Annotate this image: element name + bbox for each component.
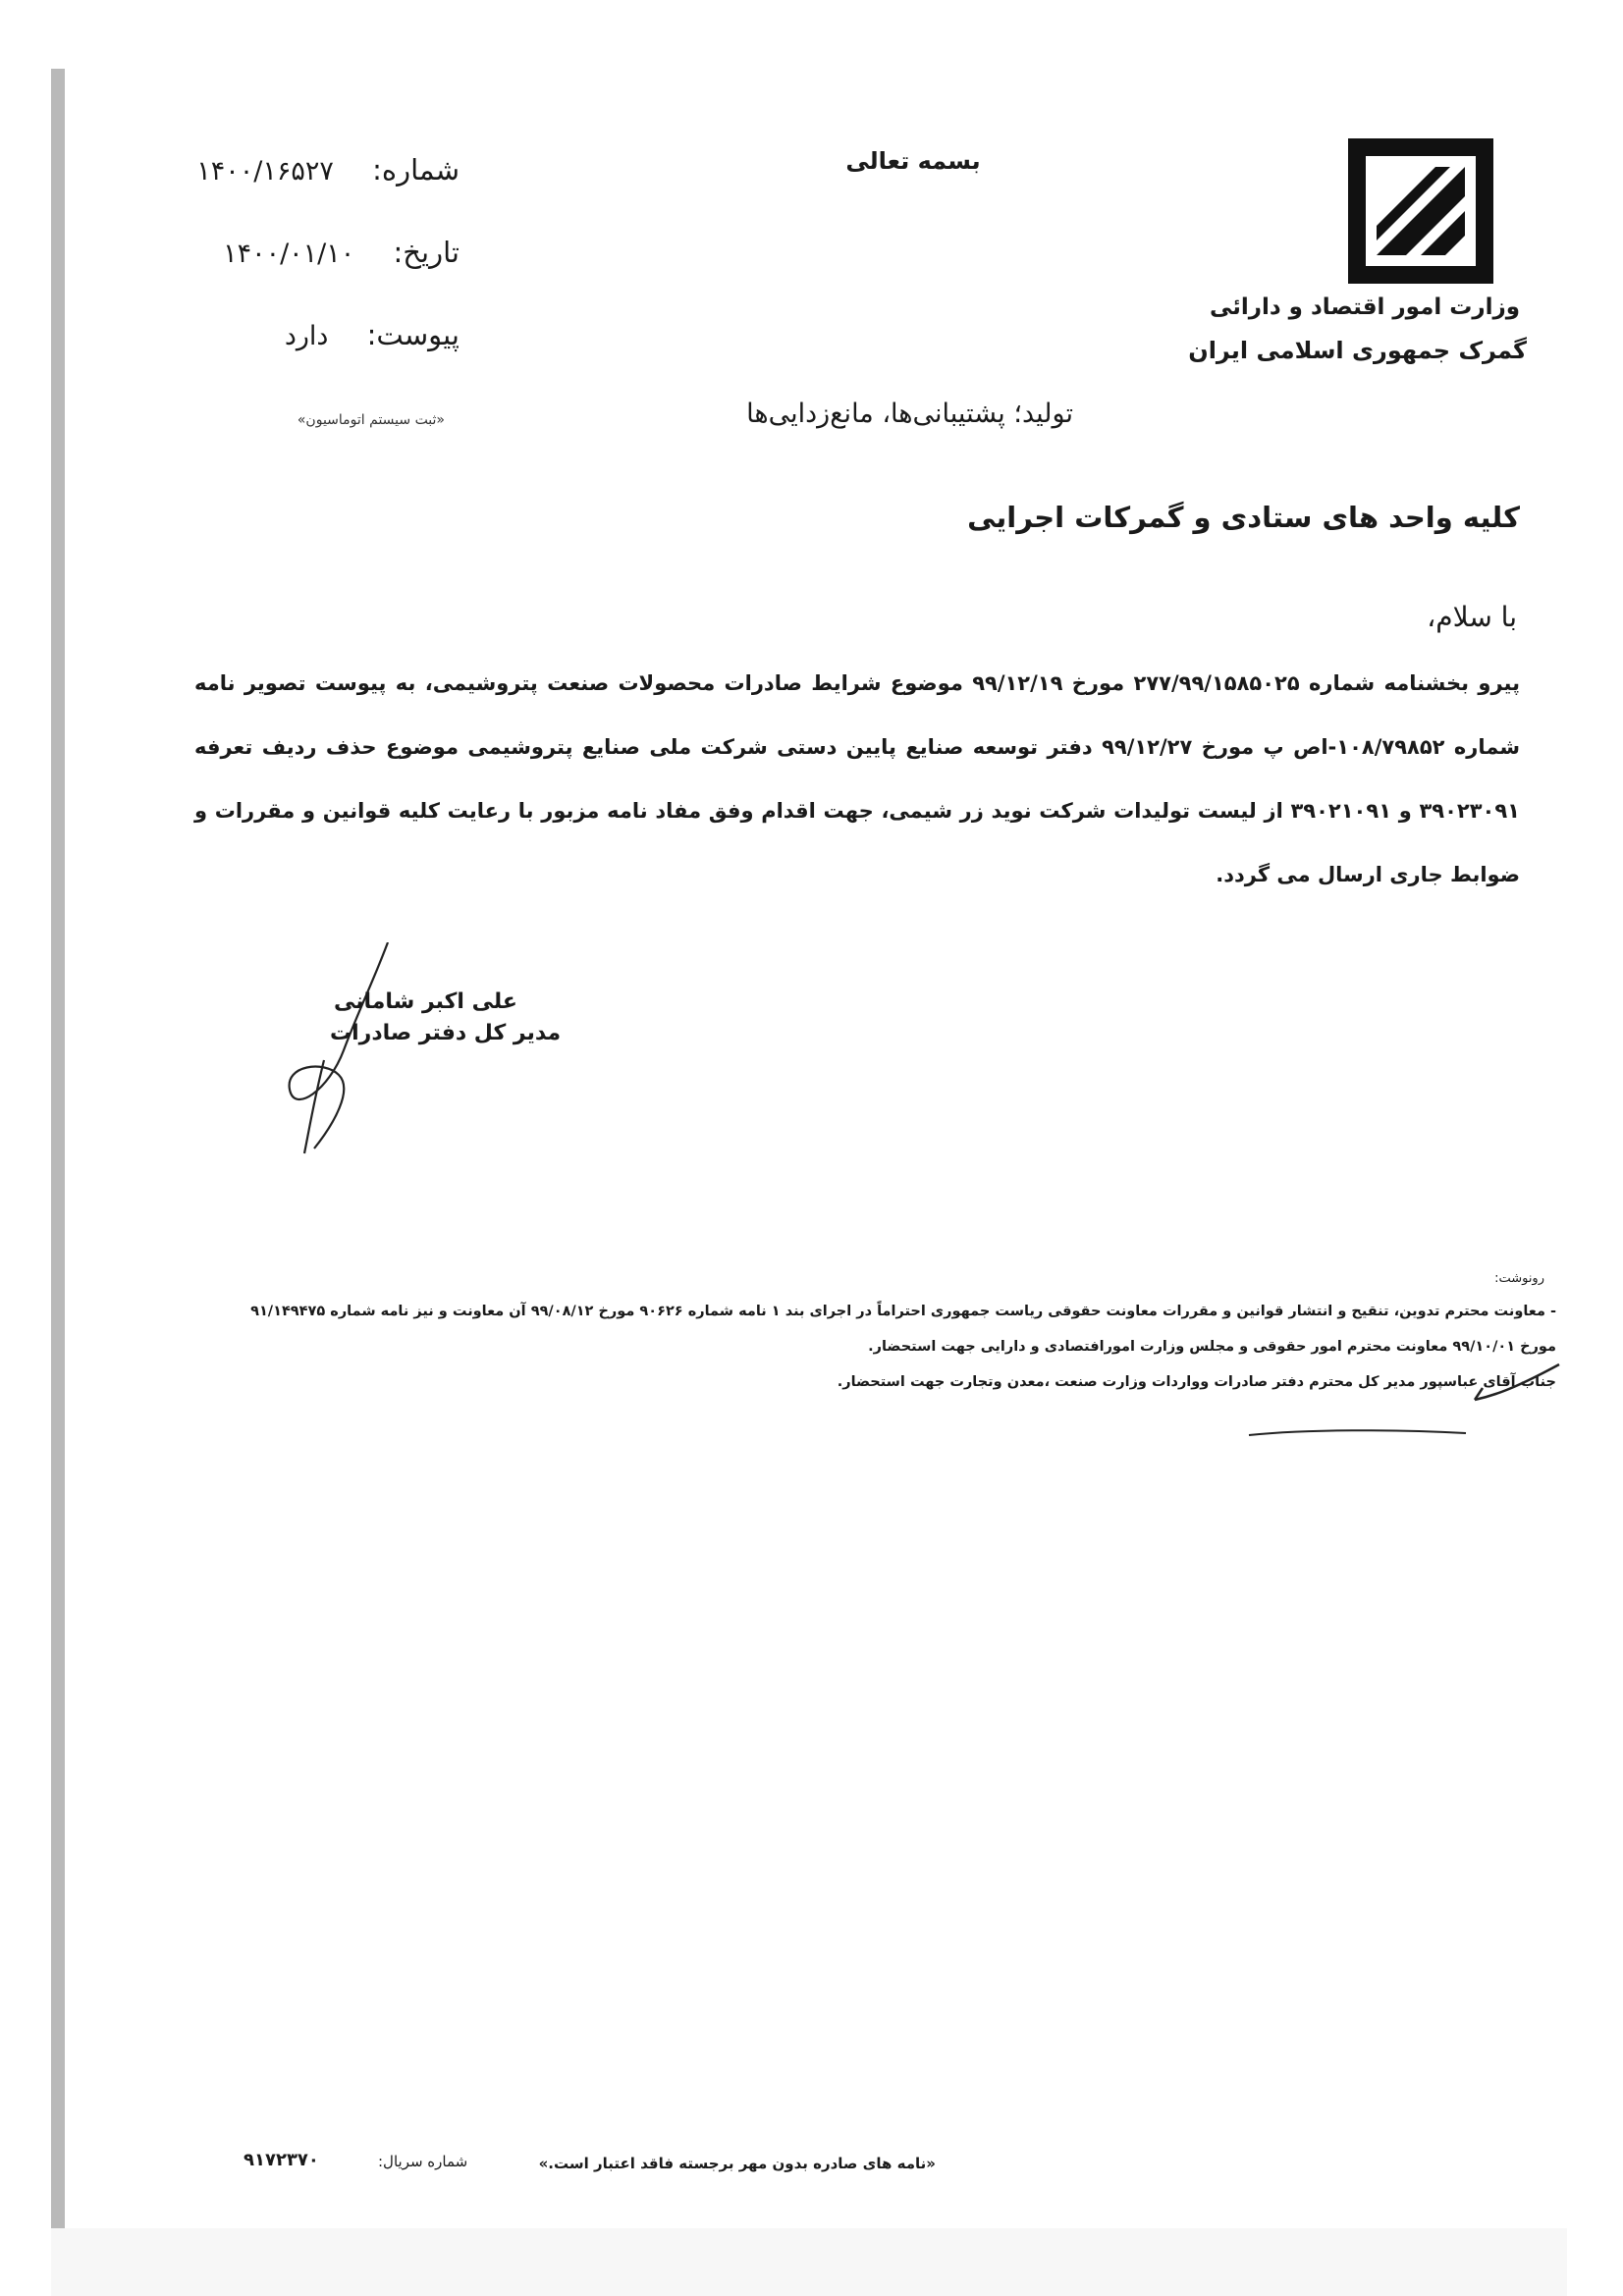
check-mark-icon	[1473, 1361, 1561, 1406]
attachment-value: دارد	[284, 321, 329, 351]
scan-bottom-margin	[51, 2228, 1567, 2296]
bismillah-heading: بسمه تعالی	[845, 147, 981, 175]
letter-subject: تولید؛ پشتیبانی‌ها، مانع‌زدایی‌ها	[746, 399, 1073, 429]
number-label: شماره:	[372, 153, 460, 187]
footer-validity-note: «نامه های صادره بدون مهر برجسته فاقد اعتبار است.»	[538, 2155, 936, 2172]
serial-number-value: ۹۱۷۲۳۷۰	[243, 2150, 319, 2170]
cc-line: جناب آقای عباسپور مدیر کل محترم دفتر صادرات وواردات وزارت صنعت ،معدن وتجارت جهت استحضار.	[837, 1374, 1556, 1390]
salutation: با سلام،	[1427, 601, 1517, 633]
serial-number-label: شماره سریال:	[378, 2153, 468, 2170]
ministry-name: وزارت امور اقتصاد و دارائی	[1209, 294, 1520, 320]
letter-date-row	[223, 236, 460, 269]
signer-title: مدیر کل دفتر صادرات	[330, 1021, 562, 1045]
cc-title: رونوشت:	[1494, 1271, 1544, 1286]
cc-line: مورخ ۹۹/۱۰/۰۱ معاونت محترم امور حقوقی و مجلس وزارت امورافتصادی و دارایی جهت استحضار.	[868, 1339, 1556, 1355]
signature-icon	[265, 942, 422, 1158]
number-value: ۱۴۰۰/۱۶۵۲۷	[196, 156, 334, 187]
signer-name: علی اکبر شامانی	[334, 989, 517, 1014]
automation-system-note: «ثبت سیستم اتوماسیون»	[297, 412, 445, 428]
date-value: ۱۴۰۰/۰۱/۱۰	[223, 239, 355, 269]
letter-number-row	[196, 153, 460, 187]
handwritten-underline	[1247, 1425, 1468, 1439]
customs-name: گمرک جمهوری اسلامی ایران	[1188, 337, 1527, 364]
attachment-label: پیوست:	[366, 318, 460, 351]
scan-left-edge	[51, 69, 65, 2228]
letter-attachment-row	[285, 318, 460, 351]
cc-list	[182, 1294, 1556, 1400]
customs-logo-icon	[1347, 137, 1494, 285]
letter-recipient: کلیه واحد های ستادی و گمرکات اجرایی	[967, 501, 1520, 534]
date-label: تاریخ:	[393, 236, 460, 269]
letter-body: پیرو بخشنامه شماره ۲۷۷/۹۹/۱۵۸۵۰۲۵ مورخ ۹۹/۱۲/۱۹ موضوع شرایط صادرات محصولات صنعت پتروشیمی، به پیوست تصویر نامه شماره ۱۰۸/۷۹۸۵۲-اص پ مورخ ۹۹/۱۲/۲۷ دفتر توسعه صنایع پایین دستی شرکت ملی صنایع پتروشیمی موضوع حذف ردیف تعرفه ۳۹۰۲۳۰۹۱ و ۳۹۰۲۱۰۹۱ از لیست تولیدات شرکت نوید زر شیمی، جهت اقدام وفق مفاد نامه مزبور با رعایت کلیه قوانین و مقررات و ضوابط جاری ارسال می گردد.	[194, 671, 1520, 886]
cc-line: - معاونت محترم تدوین، تنقیح و انتشار قوانین و مقررات معاونت حقوقی ریاست جمهوری احتراماً در اجرای بند ۱ نامه شماره ۹۰۶۲۶ مورخ ۹۹/۰۸/۱۲ آن معاونت و نیز نامه شماره ۹۱/۱۴۹۴۷۵	[250, 1304, 1556, 1319]
